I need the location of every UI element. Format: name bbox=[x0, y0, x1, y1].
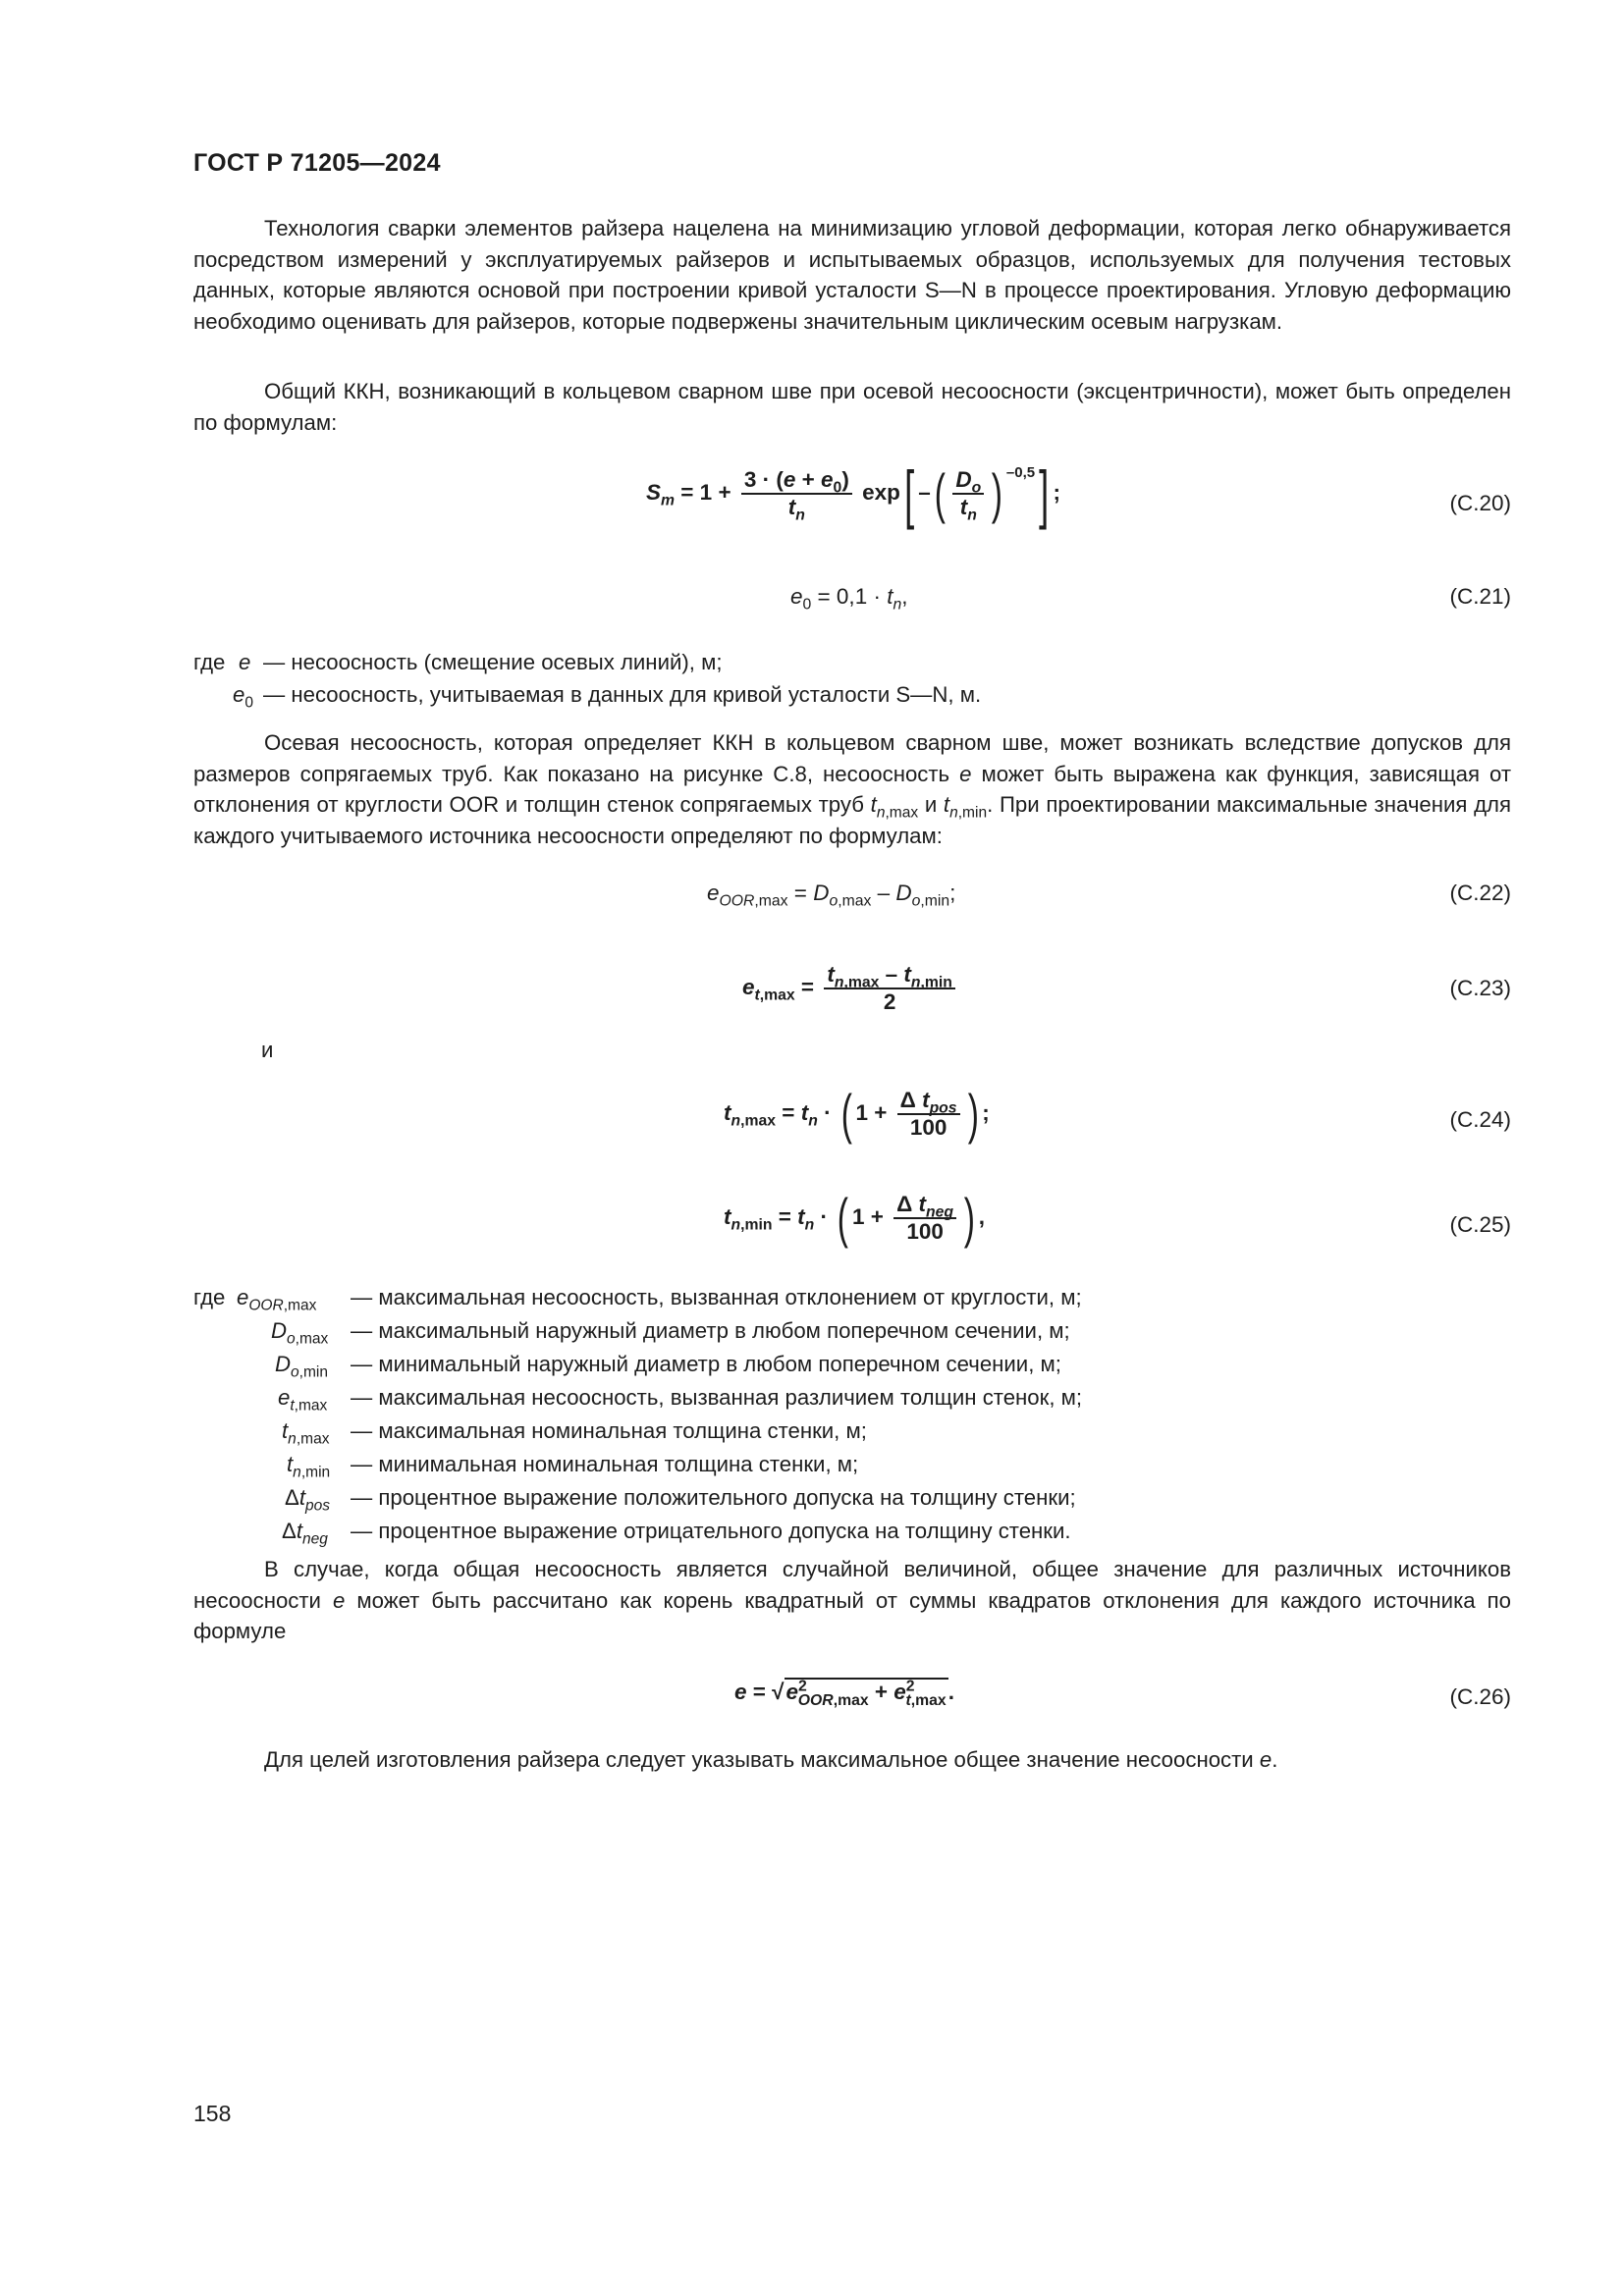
conjunction-and: и bbox=[261, 1038, 274, 1062]
definition-text: — максимальная номинальная толщина стенки, м; bbox=[351, 1418, 867, 1443]
definition-text: — несоосность, учитываемая в данных для кривой усталости S—N, м. bbox=[263, 682, 982, 707]
definition-text: — несоосность (смещение осевых линий), м; bbox=[263, 650, 723, 674]
definition-symbol-e-oor-max: $e_{OOR,max}$ bbox=[237, 1285, 317, 1314]
formula-c24: $t_{n,max} = t_n$ · ( 1 + $\frac{\Delta t_{pos}}{100}$ ) ; bbox=[724, 1083, 990, 1145]
equation-number-c20: (С.20) bbox=[1449, 491, 1511, 515]
paragraph-3: Осевая несоосность, которая определяет ККН в кольцевом сварном шве, может возникать вследствие допусков для размеров сопрягаемых труб. Как показано на рисунке С.8, несоосность e может быть выражена как функция, зависящая от отклонения от круглости OOR и толщин стенок сопрягаемых труб $t_{n,max}$ и $t_{n,min}$. При проектировании максимальные значения для каждого учитываемого источника несоосности определяют по формулам: bbox=[193, 730, 1512, 848]
definition-text: — процентное выражение положительного допуска на толщину стенки; bbox=[351, 1485, 1076, 1510]
definition-symbol-e0: $e_0$ bbox=[233, 682, 253, 712]
definition-text: — процентное выражение отрицательного допуска на толщину стенки. bbox=[351, 1519, 1071, 1543]
paragraph-4: В случае, когда общая несоосность является случайной величиной, общее значение для различных источников несоосности e может быть рассчитано как корень квадратный от суммы квадратов отклонения для каждого источника по формуле bbox=[193, 1557, 1511, 1643]
formula-c23: $e_{t,max}$ = $\frac{t_{n,max} - t_{n,min}}{2}$ bbox=[742, 962, 959, 1015]
definition-text: — максимальный наружный диаметр в любом поперечном сечении, м; bbox=[351, 1318, 1070, 1343]
formula-c21: $e_0 = 0,1 \cdot t_n$, bbox=[790, 584, 908, 614]
equation-number-c24: (С.24) bbox=[1449, 1107, 1511, 1132]
definition-symbol-delta-t-neg: $\Delta t_{neg}$ bbox=[282, 1519, 328, 1548]
document-header: ГОСТ Р 71205—2024 bbox=[193, 149, 441, 177]
definition-text: — максимальная несоосность, вызванная отклонением от круглости, м; bbox=[351, 1285, 1082, 1309]
definition-symbol-delta-t-pos: $\Delta t_{pos}$ bbox=[285, 1485, 331, 1515]
equation-number-c25: (С.25) bbox=[1449, 1212, 1511, 1237]
definition-text: — минимальный наружный диаметр в любом поперечном сечении, м; bbox=[351, 1352, 1061, 1376]
formula-c26: $e = √e^2_{OOR,max} + e^2_{t,max}$. bbox=[734, 1678, 954, 1709]
page-number: 158 bbox=[193, 2101, 232, 2126]
definitions-block-2 bbox=[193, 1285, 1470, 1552]
equation-number-c23: (С.23) bbox=[1449, 976, 1511, 1000]
equation-number-c26: (С.26) bbox=[1449, 1684, 1511, 1709]
definition-symbol-tn-min: $t_{n,min}$ bbox=[287, 1452, 331, 1481]
equation-number-c22: (С.22) bbox=[1449, 881, 1511, 905]
definition-symbol-do-max: $D_{o,max}$ bbox=[271, 1318, 329, 1348]
definitions-block-1 bbox=[193, 650, 1470, 715]
definition-symbol-do-min: $D_{o,min}$ bbox=[275, 1352, 329, 1381]
definition-symbol-e: e bbox=[239, 650, 251, 674]
formula-c20: $S_m = 1$ + $\frac{3 \cdot (e + e_0)}{t_n}$ exp[ –( $\frac{D_o}{t_n}$ ) $^{-0,5}$] ; bbox=[646, 457, 1060, 530]
definition-lead: где bbox=[193, 1285, 226, 1309]
definition-lead: где bbox=[193, 650, 226, 674]
definition-text: — минимальная номинальная толщина стенки, м; bbox=[351, 1452, 859, 1476]
formula-c22: $e_{OOR,max} = D_{o,max} - D_{o,min}$; bbox=[707, 881, 956, 910]
paragraph-5: Для целей изготовления райзера следует указывать максимальное общее значение несоосности e. bbox=[264, 1747, 1278, 1772]
paragraph-2: Общий ККН, возникающий в кольцевом сварном шве при осевой несоосности (эксцентричности), может быть определен по формулам: bbox=[193, 379, 1511, 435]
definition-symbol-et-max: $e_{t,max}$ bbox=[278, 1385, 328, 1415]
paragraph-1: Технология сварки элементов райзера нацелена на минимизацию угловой деформации, которая легко обнаруживается посредством измерений у эксплуатируемых райзеров и испытываемых образцов, используемых для получения тестовых данных, которые являются основой при построении кривой усталости S—N в процессе проектирования. Угловую деформацию необходимо оценивать для райзеров, которые подвержены значительным циклическим осевым нагрузкам. bbox=[193, 216, 1511, 334]
definition-symbol-tn-max: $t_{n,max}$ bbox=[282, 1418, 330, 1448]
definition-text: — максимальная несоосность, вызванная различием толщин стенок, м; bbox=[351, 1385, 1083, 1410]
formula-c25: $t_{n,min} = t_n$ · ( 1 + $\frac{\Delta t_{neg}}{100}$ ) , bbox=[724, 1187, 985, 1249]
equation-number-c21: (С.21) bbox=[1449, 584, 1511, 609]
